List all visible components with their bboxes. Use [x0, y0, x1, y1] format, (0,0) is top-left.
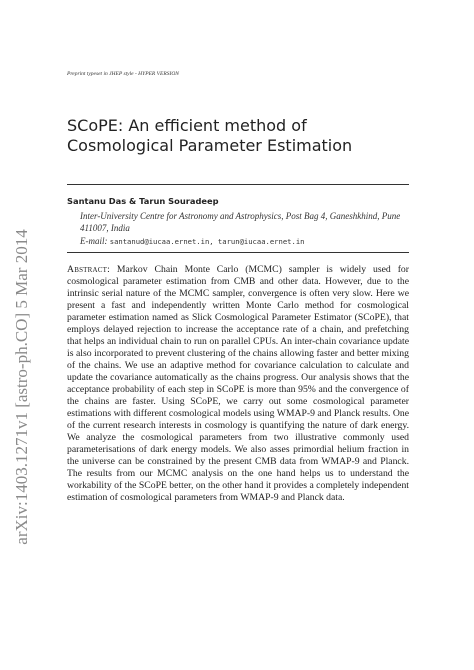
title-rule-top: [67, 184, 409, 185]
preprint-note: Preprint typeset in JHEP style - HYPER VERSION: [67, 71, 179, 77]
email-line: [80, 236, 304, 246]
authors: Santanu Das & Tarun Souradeep: [67, 196, 219, 206]
header-rule-bottom: [67, 252, 409, 253]
arxiv-stamp: [12, 192, 32, 582]
arxiv-stamp-text: arXiv:1403.1271v1 [astro-ph.CO] 5 Mar 2014: [12, 229, 31, 545]
affiliation: Inter-University Centre for Astronomy and Astrophysics, Post Bag 4, Ganeshkhind, Pune 411007, India: [80, 211, 401, 233]
abstract-heading: Abstract:: [67, 264, 110, 275]
email-label: E-mail:: [80, 236, 108, 246]
email-addresses[interactable]: santanud@iucaa.ernet.in, tarun@iucaa.ernet.in: [109, 237, 305, 246]
paper-title: SCoPE: An efficient method of Cosmological Parameter Estimation: [67, 116, 353, 155]
abstract-text: Markov Chain Monte Carlo (MCMC) sampler is widely used for cosmological parameter estimation from CMB and other data. However, due to the intrinsic serial nature of the MCMC sampler, convergence is often very slow. Here we present a fast and independently written Monte Carlo method for cosmological parameter estimation named as Slick Cosmological Parameter Estimator (SCoPE), that employs delayed rejection to increase the acceptance rate of a chain, and prefetching that helps an individual chain to run on parallel CPUs. An inter-chain covariance update is also incorporated to prevent clustering of the chains allowing faster and better mixing of the chains. We use an adaptive method for covariance calculation to calculate and update the covariance automatically as the chains progress. Our analysis shows that the acceptance probability of each step in SCoPE is more than 95% and the convergence of the chains are faster. Using SCoPE, we carry out some cosmological parameter estimations with different cosmological models using WMAP-9 and Planck results. One of the current research interests in cosmology is quantifying the nature of dark energy. We analyze the cosmological parameters from two illustrative commonly used parameterisations of dark energy models. We also asses primordial helium fraction in the universe can be constrained by the present CMB data from WMAP-9 and Planck. The results from our MCMC analysis on the one hand helps us to understand the workability of the SCoPE better, on the other hand it provides a completely independent estimation of cosmological parameters from WMAP-9 and Planck data.: [67, 264, 409, 503]
abstract: [67, 264, 409, 504]
